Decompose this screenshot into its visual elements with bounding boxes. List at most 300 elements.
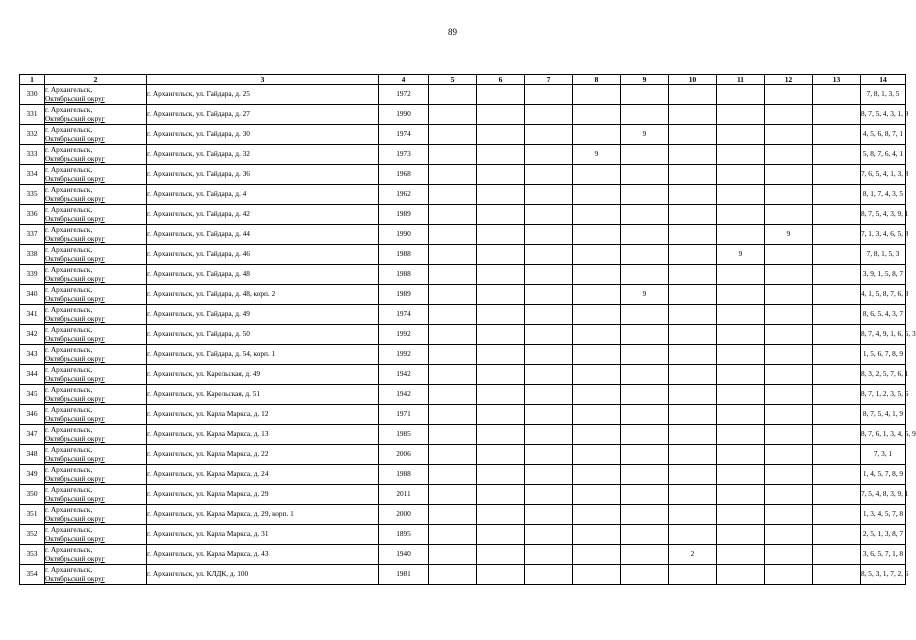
value-cell-col-8 (573, 185, 621, 205)
table-row (20, 105, 906, 125)
district-cell (45, 325, 147, 345)
value-cell-col-5 (429, 545, 477, 565)
value-cell-col-10 (669, 385, 717, 405)
codes-cell: 4, 5, 6, 8, 7, 1 (861, 125, 906, 145)
value-cell-col-7 (525, 345, 573, 365)
value-cell-col-11 (717, 425, 765, 445)
district-okrug: Октябрьский округ (45, 93, 105, 103)
value-cell-col-11 (717, 445, 765, 465)
district-cell (45, 545, 147, 565)
value-cell-col-5 (429, 445, 477, 465)
table-row (20, 265, 906, 285)
value-cell-col-8 (573, 505, 621, 525)
codes-cell: 4, 1, 5, 8, 7, 6, 3 (861, 285, 906, 305)
address-cell: г. Архангельск, ул. Гайдара, д. 25 (147, 85, 379, 105)
value-cell-col-10 (669, 365, 717, 385)
district-cell (45, 305, 147, 325)
value-cell-col-11 (717, 145, 765, 165)
district-city: г. Архангельск, (45, 405, 93, 414)
district-cell (45, 245, 147, 265)
district-cell (45, 385, 147, 405)
value-cell-col-8 (573, 405, 621, 425)
value-cell-col-11 (717, 405, 765, 425)
codes-cell: 7, 1, 3, 4, 6, 5, 8 (861, 225, 906, 245)
value-cell-col-11 (717, 125, 765, 145)
row-number: 335 (20, 185, 45, 205)
table-row (20, 505, 906, 525)
district-cell (45, 525, 147, 545)
value-cell-col-5 (429, 385, 477, 405)
row-number: 336 (20, 205, 45, 225)
value-cell-col-5 (429, 265, 477, 285)
district-cell (45, 85, 147, 105)
table-row (20, 545, 906, 565)
row-number: 353 (20, 545, 45, 565)
row-number: 332 (20, 125, 45, 145)
codes-cell: 8, 3, 2, 5, 7, 6, 1 (861, 365, 906, 385)
value-cell-col-7 (525, 425, 573, 445)
codes-cell: 8, 1, 7, 4, 3, 5 (861, 185, 906, 205)
district-city: г. Архангельск, (45, 445, 93, 454)
value-cell-col-13 (813, 565, 861, 585)
codes-cell: 8, 7, 6, 1, 3, 4, 5, 9 (861, 425, 906, 445)
district-cell (45, 465, 147, 485)
value-cell-col-13 (813, 465, 861, 485)
value-cell-col-7 (525, 85, 573, 105)
value-cell-col-6 (477, 565, 525, 585)
district-city: г. Архангельск, (45, 305, 93, 314)
table-row (20, 125, 906, 145)
district-city: г. Архангельск, (45, 245, 93, 254)
district-city: г. Архангельск, (45, 85, 93, 94)
district-okrug: Октябрьский округ (45, 133, 105, 143)
value-cell-col-12 (765, 525, 813, 545)
district-okrug: Октябрьский округ (45, 213, 105, 223)
district-cell (45, 445, 147, 465)
value-cell-col-6 (477, 385, 525, 405)
codes-cell: 8, 7, 5, 4, 1, 9 (861, 405, 906, 425)
value-cell-col-5 (429, 165, 477, 185)
value-cell-col-5 (429, 345, 477, 365)
district-cell (45, 205, 147, 225)
value-cell-col-7 (525, 465, 573, 485)
table-row (20, 305, 906, 325)
value-cell-col-11 (717, 345, 765, 365)
value-cell-col-5 (429, 465, 477, 485)
district-cell (45, 225, 147, 245)
address-cell: г. Архангельск, ул. Карла Маркса, д. 24 (147, 465, 379, 485)
value-cell-col-8 (573, 265, 621, 285)
value-cell-col-11 (717, 205, 765, 225)
value-cell-col-8 (573, 445, 621, 465)
value-cell-col-8 (573, 565, 621, 585)
row-number: 330 (20, 85, 45, 105)
column-header-12: 12 (765, 75, 813, 85)
value-cell-col-7 (525, 165, 573, 185)
row-number: 352 (20, 525, 45, 545)
value-cell-col-13 (813, 525, 861, 545)
value-cell-col-5 (429, 185, 477, 205)
address-cell: г. Архангельск, ул. Гайдара, д. 49 (147, 305, 379, 325)
address-cell: г. Архангельск, ул. Гайдара, д. 4 (147, 185, 379, 205)
value-cell-col-5 (429, 285, 477, 305)
table-row (20, 565, 906, 585)
value-cell-col-10 (669, 325, 717, 345)
table-row (20, 205, 906, 225)
value-cell-col-7 (525, 125, 573, 145)
value-cell-col-9 (621, 105, 669, 125)
value-cell-col-6 (477, 85, 525, 105)
value-cell-col-9 (621, 405, 669, 425)
district-cell (45, 485, 147, 505)
value-cell-col-11 (717, 285, 765, 305)
district-city: г. Архангельск, (45, 145, 93, 154)
value-cell-col-8 (573, 305, 621, 325)
district-okrug: Октябрьский округ (45, 353, 105, 363)
codes-cell: 8, 7, 4, 9, 1, 6, 5, 3 (861, 325, 906, 345)
year-cell: 1962 (379, 185, 429, 205)
value-cell-col-9 (621, 165, 669, 185)
value-cell-col-6 (477, 205, 525, 225)
page-number: 89 (448, 27, 457, 37)
district-cell (45, 145, 147, 165)
value-cell-col-8 (573, 365, 621, 385)
address-cell: г. Архангельск, ул. Гайдара, д. 42 (147, 205, 379, 225)
codes-cell: 7, 5, 4, 8, 3, 9, 1 (861, 485, 906, 505)
district-okrug: Октябрьский округ (45, 393, 105, 403)
district-city: г. Архангельск, (45, 345, 93, 354)
district-okrug: Октябрьский округ (45, 173, 105, 183)
year-cell: 1942 (379, 365, 429, 385)
value-cell-col-8 (573, 325, 621, 345)
value-cell-col-13 (813, 425, 861, 445)
value-cell-col-8 (573, 425, 621, 445)
value-cell-col-11 (717, 365, 765, 385)
value-cell-col-13 (813, 365, 861, 385)
district-okrug: Октябрьский округ (45, 333, 105, 343)
district-city: г. Архангельск, (45, 325, 93, 334)
district-city: г. Архангельск, (45, 185, 93, 194)
value-cell-col-6 (477, 425, 525, 445)
codes-cell: 3, 6, 5, 7, 1, 8 (861, 545, 906, 565)
value-cell-col-6 (477, 405, 525, 425)
value-cell-col-5 (429, 125, 477, 145)
value-cell-col-9 (621, 425, 669, 445)
row-number: 333 (20, 145, 45, 165)
table-row (20, 385, 906, 405)
value-cell-col-7 (525, 365, 573, 385)
codes-cell: 2, 5, 1, 3, 8, 7 (861, 525, 906, 545)
value-cell-col-8 (573, 105, 621, 125)
value-cell-col-13 (813, 85, 861, 105)
value-cell-col-5 (429, 365, 477, 385)
value-cell-col-12 (765, 265, 813, 285)
codes-cell: 7, 3, 1 (861, 445, 906, 465)
value-cell-col-10 (669, 445, 717, 465)
value-cell-col-7 (525, 565, 573, 585)
value-cell-col-5 (429, 425, 477, 445)
value-cell-col-5 (429, 245, 477, 265)
district-okrug: Октябрьский округ (45, 293, 105, 303)
address-cell: г. Архангельск, ул. Карла Маркса, д. 13 (147, 425, 379, 445)
row-number: 348 (20, 445, 45, 465)
district-city: г. Архангельск, (45, 545, 93, 554)
district-okrug: Октябрьский округ (45, 573, 105, 583)
value-cell-col-12 (765, 365, 813, 385)
value-cell-col-7 (525, 385, 573, 405)
row-number: 338 (20, 245, 45, 265)
district-okrug: Октябрьский округ (45, 453, 105, 463)
table-row (20, 285, 906, 305)
value-cell-col-6 (477, 165, 525, 185)
value-cell-col-10 (669, 425, 717, 445)
value-cell-col-11 (717, 525, 765, 545)
district-city: г. Архангельск, (45, 525, 93, 534)
value-cell-col-6 (477, 465, 525, 485)
district-city: г. Архангельск, (45, 205, 93, 214)
address-cell: г. Архангельск, ул. Гайдара, д. 44 (147, 225, 379, 245)
value-cell-col-13 (813, 165, 861, 185)
value-cell-col-13 (813, 145, 861, 165)
value-cell-col-13 (813, 265, 861, 285)
column-header-7: 7 (525, 75, 573, 85)
table-row (20, 145, 906, 165)
district-okrug: Октябрьский округ (45, 313, 105, 323)
value-cell-col-6 (477, 445, 525, 465)
year-cell: 1968 (379, 165, 429, 185)
value-cell-col-12 (765, 165, 813, 185)
row-number: 343 (20, 345, 45, 365)
value-cell-col-12 (765, 565, 813, 585)
value-cell-col-6 (477, 545, 525, 565)
row-number: 347 (20, 425, 45, 445)
value-cell-col-9 (621, 265, 669, 285)
value-cell-col-9 (621, 485, 669, 505)
address-cell: г. Архангельск, ул. Гайдара, д. 46 (147, 245, 379, 265)
value-cell-col-6 (477, 485, 525, 505)
column-header-2: 2 (45, 75, 147, 85)
year-cell: 1971 (379, 405, 429, 425)
value-cell-col-7 (525, 445, 573, 465)
value-cell-col-13 (813, 245, 861, 265)
value-cell-col-6 (477, 105, 525, 125)
value-cell-col-11 (717, 185, 765, 205)
value-cell-col-9 (621, 445, 669, 465)
value-cell-col-10 (669, 525, 717, 545)
address-cell: г. Архангельск, ул. Гайдара, д. 32 (147, 145, 379, 165)
value-cell-col-7 (525, 505, 573, 525)
value-cell-col-11 (717, 485, 765, 505)
codes-cell: 8, 6, 5, 4, 3, 7 (861, 305, 906, 325)
year-cell: 1989 (379, 285, 429, 305)
year-cell: 1895 (379, 525, 429, 545)
column-header-5: 5 (429, 75, 477, 85)
value-cell-col-5 (429, 505, 477, 525)
value-cell-col-10: 2 (669, 545, 717, 565)
district-cell (45, 565, 147, 585)
value-cell-col-12 (765, 185, 813, 205)
district-okrug: Октябрьский округ (45, 193, 105, 203)
value-cell-col-8 (573, 545, 621, 565)
district-okrug: Октябрьский округ (45, 373, 105, 383)
value-cell-col-6 (477, 245, 525, 265)
value-cell-col-12 (765, 545, 813, 565)
value-cell-col-11: 9 (717, 245, 765, 265)
value-cell-col-12 (765, 325, 813, 345)
year-cell: 1972 (379, 85, 429, 105)
value-cell-col-13 (813, 445, 861, 465)
value-cell-col-10 (669, 505, 717, 525)
district-cell (45, 265, 147, 285)
value-cell-col-10 (669, 285, 717, 305)
district-okrug: Октябрьский округ (45, 153, 105, 163)
value-cell-col-10 (669, 165, 717, 185)
table-row (20, 465, 906, 485)
address-cell: г. Архангельск, ул. Карла Маркса, д. 22 (147, 445, 379, 465)
value-cell-col-11 (717, 105, 765, 125)
value-cell-col-9 (621, 525, 669, 545)
column-header-11: 11 (717, 75, 765, 85)
address-cell: г. Архангельск, ул. Карла Маркса, д. 43 (147, 545, 379, 565)
value-cell-col-11 (717, 565, 765, 585)
district-cell (45, 165, 147, 185)
district-cell (45, 285, 147, 305)
value-cell-col-9 (621, 245, 669, 265)
row-number: 350 (20, 485, 45, 505)
value-cell-col-6 (477, 265, 525, 285)
address-cell: г. Архангельск, ул. КЛДК, д. 100 (147, 565, 379, 585)
value-cell-col-12 (765, 465, 813, 485)
year-cell: 1973 (379, 145, 429, 165)
district-city: г. Архангельск, (45, 225, 93, 234)
value-cell-col-10 (669, 345, 717, 365)
value-cell-col-13 (813, 185, 861, 205)
year-cell: 1985 (379, 425, 429, 445)
value-cell-col-12 (765, 405, 813, 425)
value-cell-col-8: 9 (573, 145, 621, 165)
value-cell-col-7 (525, 405, 573, 425)
value-cell-col-12 (765, 205, 813, 225)
value-cell-col-8 (573, 385, 621, 405)
year-cell: 2006 (379, 445, 429, 465)
row-number: 344 (20, 365, 45, 385)
year-cell: 1989 (379, 205, 429, 225)
value-cell-col-10 (669, 85, 717, 105)
district-city: г. Архангельск, (45, 425, 93, 434)
value-cell-col-6 (477, 305, 525, 325)
district-city: г. Архангельск, (45, 365, 93, 374)
district-city: г. Архангельск, (45, 465, 93, 474)
column-header-9: 9 (621, 75, 669, 85)
value-cell-col-6 (477, 505, 525, 525)
table-row (20, 365, 906, 385)
value-cell-col-8 (573, 345, 621, 365)
year-cell: 1990 (379, 105, 429, 125)
address-cell: г. Архангельск, ул. Гайдара, д. 36 (147, 165, 379, 185)
address-cell: г. Архангельск, ул. Карла Маркса, д. 29, корп. 1 (147, 505, 379, 525)
value-cell-col-7 (525, 305, 573, 325)
year-cell: 1974 (379, 125, 429, 145)
value-cell-col-7 (525, 145, 573, 165)
year-cell: 1988 (379, 265, 429, 285)
value-cell-col-13 (813, 225, 861, 245)
value-cell-col-5 (429, 225, 477, 245)
district-cell (45, 405, 147, 425)
value-cell-col-9 (621, 545, 669, 565)
year-cell: 1974 (379, 305, 429, 325)
value-cell-col-9 (621, 385, 669, 405)
value-cell-col-5 (429, 565, 477, 585)
value-cell-col-9 (621, 225, 669, 245)
table-row (20, 325, 906, 345)
value-cell-col-9 (621, 145, 669, 165)
address-cell: г. Архангельск, ул. Карла Маркса, д. 29 (147, 485, 379, 505)
district-okrug: Октябрьский округ (45, 433, 105, 443)
value-cell-col-8 (573, 525, 621, 545)
year-cell: 1981 (379, 565, 429, 585)
value-cell-col-5 (429, 145, 477, 165)
value-cell-col-8 (573, 225, 621, 245)
row-number: 331 (20, 105, 45, 125)
district-cell (45, 505, 147, 525)
value-cell-col-6 (477, 145, 525, 165)
value-cell-col-12 (765, 85, 813, 105)
value-cell-col-9 (621, 565, 669, 585)
value-cell-col-8 (573, 165, 621, 185)
codes-cell: 8, 7, 5, 4, 3, 1, 9 (861, 105, 906, 125)
value-cell-col-8 (573, 485, 621, 505)
value-cell-col-11 (717, 505, 765, 525)
table-row (20, 345, 906, 365)
codes-cell: 1, 3, 4, 5, 7, 8 (861, 505, 906, 525)
row-number: 341 (20, 305, 45, 325)
district-okrug: Октябрьский округ (45, 553, 105, 563)
district-okrug: Октябрьский округ (45, 413, 105, 423)
district-city: г. Архангельск, (45, 385, 93, 394)
table-row (20, 425, 906, 445)
value-cell-col-12: 9 (765, 225, 813, 245)
table-body (20, 85, 916, 585)
row-number: 342 (20, 325, 45, 345)
table-row (20, 225, 906, 245)
district-okrug: Октябрьский округ (45, 533, 105, 543)
year-cell: 2000 (379, 505, 429, 525)
table-row (20, 165, 906, 185)
value-cell-col-10 (669, 265, 717, 285)
codes-cell: 8, 7, 5, 4, 3, 9, 1 (861, 205, 906, 225)
value-cell-col-9 (621, 505, 669, 525)
table-row (20, 185, 906, 205)
value-cell-col-12 (765, 305, 813, 325)
value-cell-col-9 (621, 205, 669, 225)
table-row (20, 445, 906, 465)
value-cell-col-9 (621, 325, 669, 345)
district-city: г. Архангельск, (45, 265, 93, 274)
value-cell-col-9 (621, 185, 669, 205)
district-city: г. Архангельск, (45, 485, 93, 494)
district-city: г. Архангельск, (45, 125, 93, 134)
district-city: г. Архангельск, (45, 105, 93, 114)
housing-register-table (19, 74, 916, 585)
value-cell-col-13 (813, 305, 861, 325)
value-cell-col-6 (477, 125, 525, 145)
codes-cell: 1, 5, 6, 7, 8, 9 (861, 345, 906, 365)
value-cell-col-5 (429, 305, 477, 325)
column-header-14: 14 (861, 75, 906, 85)
value-cell-col-5 (429, 525, 477, 545)
value-cell-col-7 (525, 245, 573, 265)
value-cell-col-12 (765, 385, 813, 405)
